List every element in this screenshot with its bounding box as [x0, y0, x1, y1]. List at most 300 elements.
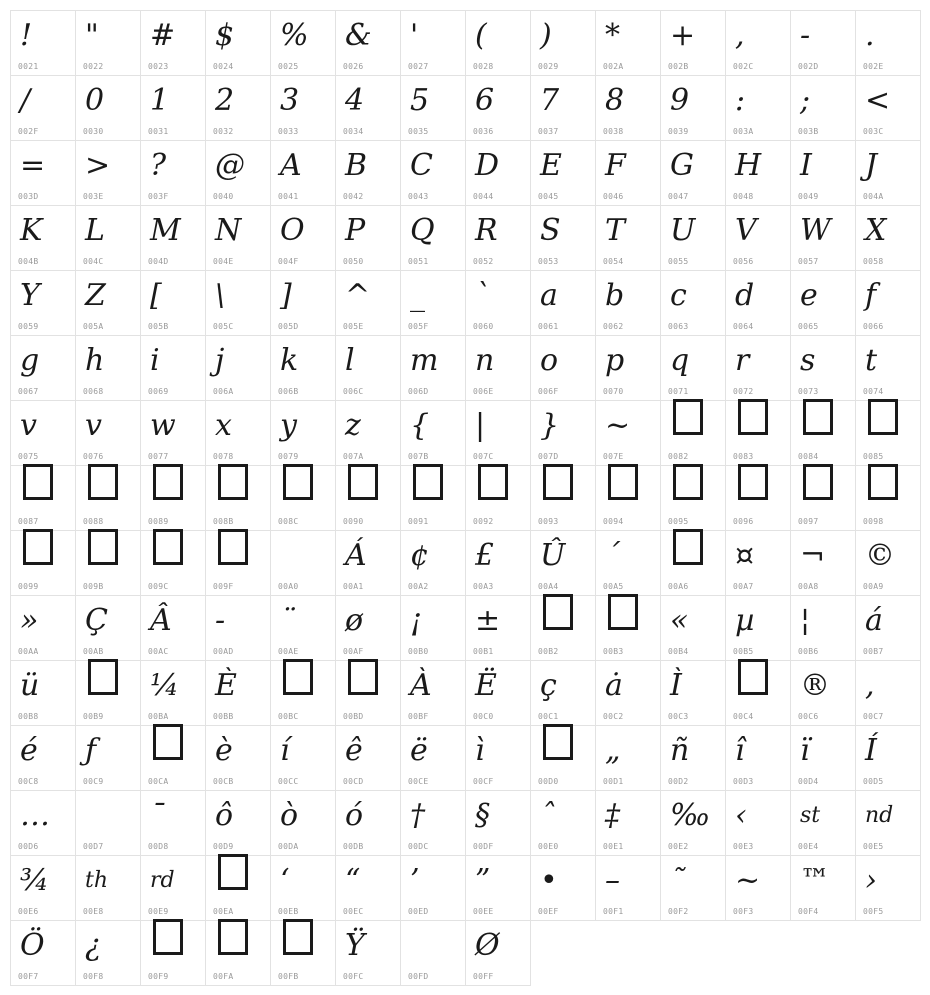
glyph-cell[interactable] [595, 660, 661, 726]
glyph-char: £ [475, 538, 495, 573]
glyph-cell[interactable] [270, 140, 336, 206]
glyph-code: 00CF [473, 777, 494, 786]
glyph-cell[interactable] [335, 725, 401, 791]
glyph-cell[interactable] [530, 10, 596, 76]
glyph-code: 003C [863, 127, 884, 136]
glyph-code: 007D [538, 452, 559, 461]
glyph-cell[interactable] [140, 920, 206, 986]
glyph-cell[interactable] [790, 660, 856, 726]
glyph-code: 0054 [603, 257, 624, 266]
glyph-char: th [85, 868, 109, 893]
glyph-cell[interactable] [530, 205, 596, 271]
glyph-cell[interactable] [725, 205, 791, 271]
glyph-char: ) [540, 18, 552, 53]
glyph-code: 0076 [83, 452, 104, 461]
glyph-cell[interactable] [140, 205, 206, 271]
glyph-cell[interactable] [400, 790, 466, 856]
glyph-cell[interactable] [530, 855, 596, 921]
glyph-cell[interactable] [140, 75, 206, 141]
glyph-cell[interactable] [595, 595, 661, 661]
glyph-cell[interactable] [790, 790, 856, 856]
glyph-cell[interactable] [335, 790, 401, 856]
glyph-cell[interactable] [530, 790, 596, 856]
glyph-cell[interactable] [270, 530, 336, 596]
glyph-char: p [605, 343, 625, 378]
glyph-cell[interactable] [660, 140, 726, 206]
glyph-code: 0093 [538, 517, 559, 526]
glyph-cell[interactable] [595, 75, 661, 141]
glyph-cell[interactable] [10, 75, 76, 141]
glyph-cell[interactable] [855, 205, 921, 271]
glyph-cell[interactable] [595, 400, 661, 466]
glyph-cell[interactable] [140, 790, 206, 856]
glyph-char: < [865, 83, 891, 118]
glyph-cell[interactable] [790, 855, 856, 921]
glyph-cell[interactable] [270, 205, 336, 271]
glyph-cell[interactable] [205, 465, 271, 531]
glyph-cell[interactable] [595, 530, 661, 596]
glyph-code: 00CE [408, 777, 429, 786]
glyph-code: 0060 [473, 322, 494, 331]
glyph-cell[interactable] [660, 530, 726, 596]
glyph-cell[interactable] [855, 335, 921, 401]
glyph-cell[interactable] [10, 855, 76, 921]
glyph-code: 0073 [798, 387, 819, 396]
glyph-code: 0097 [798, 517, 819, 526]
glyph-code: 0063 [668, 322, 689, 331]
glyph-code: 0072 [733, 387, 754, 396]
glyph-cell[interactable] [335, 595, 401, 661]
glyph-code: 0082 [668, 452, 689, 461]
glyph-cell[interactable] [205, 920, 271, 986]
glyph-cell[interactable] [75, 400, 141, 466]
glyph-cell[interactable] [725, 400, 791, 466]
glyph-cell[interactable] [270, 725, 336, 791]
glyph-cell[interactable] [335, 270, 401, 336]
glyph-cell[interactable] [595, 790, 661, 856]
glyph-char: ˆ [540, 798, 555, 833]
glyph-cell[interactable] [465, 465, 531, 531]
glyph-cell[interactable] [270, 400, 336, 466]
glyph-char: rd [150, 868, 175, 893]
glyph-char: / [20, 83, 31, 118]
glyph-cell[interactable] [725, 335, 791, 401]
glyph-char: » [20, 603, 39, 638]
glyph-code: 007C [473, 452, 494, 461]
glyph-cell[interactable] [660, 725, 726, 791]
glyph-cell[interactable] [595, 725, 661, 791]
glyph-cell[interactable] [205, 790, 271, 856]
glyph-cell[interactable] [140, 400, 206, 466]
glyph-cell[interactable] [400, 75, 466, 141]
glyph-cell[interactable] [10, 790, 76, 856]
glyph-cell[interactable] [660, 205, 726, 271]
glyph-cell[interactable] [140, 530, 206, 596]
glyph-cell[interactable] [270, 790, 336, 856]
glyph-code: 00F8 [83, 972, 104, 981]
glyph-cell[interactable] [75, 790, 141, 856]
glyph-code: 00A1 [343, 582, 364, 591]
glyph-code: 0066 [863, 322, 884, 331]
glyph-char: d [735, 278, 755, 313]
glyph-cell[interactable] [725, 465, 791, 531]
glyph-cell[interactable] [790, 270, 856, 336]
glyph-char: C [410, 148, 433, 183]
glyph-cell[interactable] [335, 335, 401, 401]
glyph-cell[interactable] [270, 75, 336, 141]
glyph-cell[interactable] [855, 855, 921, 921]
glyph-cell[interactable] [140, 725, 206, 791]
glyph-cell[interactable] [140, 10, 206, 76]
glyph-char: - [215, 603, 226, 638]
glyph-cell[interactable] [400, 855, 466, 921]
glyph-cell[interactable] [10, 530, 76, 596]
glyph-cell[interactable] [400, 920, 466, 986]
glyph-code: 0024 [213, 62, 234, 71]
glyph-cell[interactable] [855, 140, 921, 206]
glyph-cell[interactable] [660, 400, 726, 466]
glyph-cell[interactable] [400, 465, 466, 531]
glyph-code: 0090 [343, 517, 364, 526]
glyph-cell[interactable] [205, 205, 271, 271]
glyph-cell[interactable] [660, 790, 726, 856]
glyph-char: M [150, 213, 181, 248]
glyph-cell[interactable] [205, 660, 271, 726]
glyph-cell[interactable] [530, 595, 596, 661]
glyph-cell[interactable] [10, 465, 76, 531]
glyph-cell[interactable] [10, 595, 76, 661]
glyph-cell[interactable] [75, 855, 141, 921]
glyph-char: a [540, 278, 558, 313]
glyph-cell[interactable] [790, 595, 856, 661]
glyph-cell[interactable] [335, 660, 401, 726]
glyph-cell[interactable] [335, 400, 401, 466]
glyph-cell[interactable] [855, 660, 921, 726]
glyph-cell[interactable] [10, 725, 76, 791]
glyph-cell[interactable] [855, 595, 921, 661]
glyph-char: ' [410, 18, 419, 53]
glyph-char: ` [475, 278, 490, 313]
glyph-char: µ [735, 603, 755, 638]
glyph-cell[interactable] [660, 660, 726, 726]
glyph-cell[interactable] [75, 205, 141, 271]
glyph-cell[interactable] [660, 270, 726, 336]
glyph-code: 005E [343, 322, 364, 331]
glyph-cell[interactable] [205, 140, 271, 206]
glyph-cell[interactable] [660, 855, 726, 921]
glyph-char: ï [800, 733, 810, 768]
glyph-code: 0058 [863, 257, 884, 266]
glyph-code: 003E [83, 192, 104, 201]
glyph-code: 006F [538, 387, 559, 396]
glyph-char: > [85, 148, 111, 183]
glyph-cell[interactable] [75, 920, 141, 986]
glyph-cell[interactable] [855, 790, 921, 856]
glyph-cell[interactable] [465, 725, 531, 791]
glyph-cell[interactable] [790, 140, 856, 206]
glyph-cell[interactable] [10, 10, 76, 76]
glyph-cell[interactable] [205, 855, 271, 921]
glyph-cell[interactable] [530, 270, 596, 336]
glyph-cell[interactable] [595, 10, 661, 76]
glyph-cell[interactable] [790, 530, 856, 596]
glyph-cell[interactable] [75, 140, 141, 206]
glyph-cell[interactable] [75, 335, 141, 401]
glyph-cell[interactable] [790, 400, 856, 466]
glyph-char: î [735, 733, 745, 768]
glyph-cell[interactable] [790, 205, 856, 271]
glyph-cell[interactable] [530, 725, 596, 791]
glyph-cell[interactable] [270, 595, 336, 661]
glyph-cell[interactable] [400, 725, 466, 791]
glyph-cell[interactable] [790, 725, 856, 791]
glyph-cell[interactable] [205, 725, 271, 791]
glyph-cell[interactable] [270, 335, 336, 401]
glyph-code: 00D6 [18, 842, 39, 851]
glyph-code: 00A8 [798, 582, 819, 591]
glyph-cell[interactable] [530, 335, 596, 401]
glyph-code: 006B [278, 387, 299, 396]
glyph-code: 00E1 [603, 842, 624, 851]
glyph-cell[interactable] [595, 465, 661, 531]
glyph-code: 00AB [83, 647, 104, 656]
glyph-char: ¤ [735, 538, 755, 573]
glyph-cell[interactable] [140, 465, 206, 531]
glyph-cell[interactable] [465, 270, 531, 336]
missing-glyph-box-icon [23, 529, 53, 565]
glyph-cell[interactable] [205, 400, 271, 466]
glyph-char: ^ [345, 278, 371, 313]
glyph-cell[interactable] [270, 465, 336, 531]
glyph-cell[interactable] [465, 595, 531, 661]
glyph-cell[interactable] [400, 140, 466, 206]
glyph-cell[interactable] [75, 10, 141, 76]
glyph-cell[interactable] [660, 595, 726, 661]
glyph-cell[interactable] [465, 10, 531, 76]
glyph-cell[interactable] [400, 595, 466, 661]
glyph-cell[interactable] [660, 465, 726, 531]
glyph-cell[interactable] [725, 725, 791, 791]
glyph-code: 00E3 [733, 842, 754, 851]
glyph-cell[interactable] [205, 270, 271, 336]
glyph-cell[interactable] [725, 10, 791, 76]
glyph-code: 0074 [863, 387, 884, 396]
glyph-cell[interactable] [530, 140, 596, 206]
glyph-code: 00AF [343, 647, 364, 656]
glyph-cell[interactable] [140, 595, 206, 661]
glyph-cell[interactable] [75, 75, 141, 141]
glyph-code: 0071 [668, 387, 689, 396]
glyph-cell[interactable] [595, 205, 661, 271]
glyph-cell[interactable] [400, 400, 466, 466]
glyph-cell[interactable] [465, 790, 531, 856]
glyph-cell[interactable] [335, 75, 401, 141]
glyph-cell[interactable] [855, 270, 921, 336]
glyph-code: 007A [343, 452, 364, 461]
glyph-code: 00EB [278, 907, 299, 916]
glyph-cell[interactable] [660, 75, 726, 141]
glyph-cell[interactable] [400, 205, 466, 271]
glyph-code: 0068 [83, 387, 104, 396]
glyph-cell[interactable] [10, 920, 76, 986]
glyph-code: 0092 [473, 517, 494, 526]
glyph-cell[interactable] [465, 400, 531, 466]
glyph-cell[interactable] [855, 465, 921, 531]
glyph-cell[interactable] [335, 855, 401, 921]
glyph-cell[interactable] [855, 725, 921, 791]
glyph-char: À [410, 668, 432, 703]
glyph-cell[interactable] [595, 335, 661, 401]
glyph-cell[interactable] [595, 855, 661, 921]
glyph-char: # [150, 18, 176, 53]
glyph-cell[interactable] [725, 660, 791, 726]
glyph-cell[interactable] [205, 530, 271, 596]
glyph-cell[interactable] [10, 400, 76, 466]
glyph-cell[interactable] [725, 140, 791, 206]
glyph-cell[interactable] [465, 530, 531, 596]
glyph-cell[interactable] [400, 660, 466, 726]
glyph-cell[interactable] [400, 335, 466, 401]
glyph-char: „ [605, 733, 621, 768]
glyph-cell[interactable] [465, 855, 531, 921]
glyph-cell[interactable] [855, 400, 921, 466]
glyph-cell[interactable] [725, 855, 791, 921]
glyph-cell[interactable] [270, 660, 336, 726]
glyph-cell[interactable] [270, 920, 336, 986]
glyph-cell[interactable] [465, 75, 531, 141]
glyph-cell[interactable] [400, 10, 466, 76]
glyph-cell[interactable] [205, 595, 271, 661]
glyph-char: nd [865, 803, 894, 828]
glyph-cell[interactable] [530, 530, 596, 596]
glyph-code: 0056 [733, 257, 754, 266]
glyph-cell[interactable] [335, 10, 401, 76]
glyph-code: 002D [798, 62, 819, 71]
glyph-char: ƒ [85, 733, 97, 768]
glyph-cell[interactable] [205, 335, 271, 401]
glyph-cell[interactable] [530, 660, 596, 726]
glyph-cell[interactable] [10, 205, 76, 271]
glyph-cell[interactable] [10, 140, 76, 206]
missing-glyph-box-icon [738, 659, 768, 695]
glyph-cell[interactable] [335, 920, 401, 986]
glyph-cell[interactable] [140, 270, 206, 336]
glyph-code: 0039 [668, 127, 689, 136]
glyph-cell[interactable] [335, 530, 401, 596]
glyph-code: 0027 [408, 62, 429, 71]
glyph-cell[interactable] [465, 660, 531, 726]
glyph-cell[interactable] [10, 660, 76, 726]
glyph-cell[interactable] [75, 725, 141, 791]
glyph-char: ø [345, 603, 364, 638]
glyph-char: Â [150, 603, 172, 638]
glyph-cell[interactable] [335, 140, 401, 206]
glyph-cell[interactable] [465, 140, 531, 206]
glyph-code: 00C9 [83, 777, 104, 786]
glyph-cell[interactable] [75, 465, 141, 531]
glyph-char: % [280, 18, 309, 53]
glyph-cell[interactable] [140, 335, 206, 401]
glyph-cell[interactable] [790, 465, 856, 531]
glyph-cell[interactable] [790, 75, 856, 141]
glyph-char: 3 [280, 83, 300, 118]
glyph-cell[interactable] [530, 400, 596, 466]
glyph-cell[interactable] [725, 530, 791, 596]
glyph-char: V [735, 213, 757, 248]
glyph-cell[interactable] [75, 595, 141, 661]
glyph-char: ë [410, 733, 428, 768]
glyph-code: 00A9 [863, 582, 884, 591]
glyph-cell[interactable] [595, 140, 661, 206]
glyph-cell[interactable] [725, 270, 791, 336]
glyph-code: 009F [213, 582, 234, 591]
glyph-cell[interactable] [335, 465, 401, 531]
glyph-code: 0032 [213, 127, 234, 136]
glyph-code: 00C3 [668, 712, 689, 721]
glyph-cell[interactable] [75, 270, 141, 336]
glyph-code: 0064 [733, 322, 754, 331]
glyph-char: . [865, 18, 875, 53]
glyph-char: y [280, 408, 297, 443]
glyph-cell[interactable] [270, 10, 336, 76]
glyph-cell[interactable] [530, 75, 596, 141]
glyph-char: w [150, 408, 176, 443]
glyph-char: D [475, 148, 500, 183]
glyph-cell[interactable] [140, 660, 206, 726]
glyph-cell[interactable] [205, 10, 271, 76]
glyph-cell[interactable] [140, 855, 206, 921]
glyph-cell[interactable] [465, 920, 531, 986]
glyph-code: 0095 [668, 517, 689, 526]
glyph-cell[interactable] [855, 530, 921, 596]
glyph-cell[interactable] [270, 855, 336, 921]
glyph-cell[interactable] [465, 205, 531, 271]
glyph-cell[interactable] [855, 75, 921, 141]
glyph-code: 00EA [213, 907, 234, 916]
glyph-cell[interactable] [790, 10, 856, 76]
glyph-cell[interactable] [855, 10, 921, 76]
glyph-cell[interactable] [595, 270, 661, 336]
glyph-code: 0079 [278, 452, 299, 461]
glyph-cell[interactable] [465, 335, 531, 401]
glyph-cell[interactable] [725, 790, 791, 856]
glyph-cell[interactable] [790, 335, 856, 401]
glyph-grid [10, 10, 920, 985]
glyph-cell[interactable] [725, 595, 791, 661]
glyph-cell[interactable] [660, 10, 726, 76]
glyph-code: 00AA [18, 647, 39, 656]
glyph-cell[interactable] [10, 335, 76, 401]
glyph-cell[interactable] [400, 530, 466, 596]
glyph-code: 00B7 [863, 647, 884, 656]
glyph-cell[interactable] [725, 75, 791, 141]
glyph-char: ñ [670, 733, 690, 768]
glyph-cell[interactable] [140, 140, 206, 206]
glyph-code: 00FA [213, 972, 234, 981]
glyph-cell[interactable] [270, 270, 336, 336]
glyph-char: ? [150, 148, 167, 183]
glyph-cell[interactable] [75, 530, 141, 596]
glyph-cell[interactable] [75, 660, 141, 726]
glyph-cell[interactable] [530, 465, 596, 531]
glyph-cell[interactable] [10, 270, 76, 336]
missing-glyph-box-icon [23, 464, 53, 500]
glyph-code: 0087 [18, 517, 39, 526]
glyph-cell[interactable] [400, 270, 466, 336]
glyph-cell[interactable] [335, 205, 401, 271]
glyph-cell[interactable] [660, 335, 726, 401]
glyph-cell[interactable] [205, 75, 271, 141]
